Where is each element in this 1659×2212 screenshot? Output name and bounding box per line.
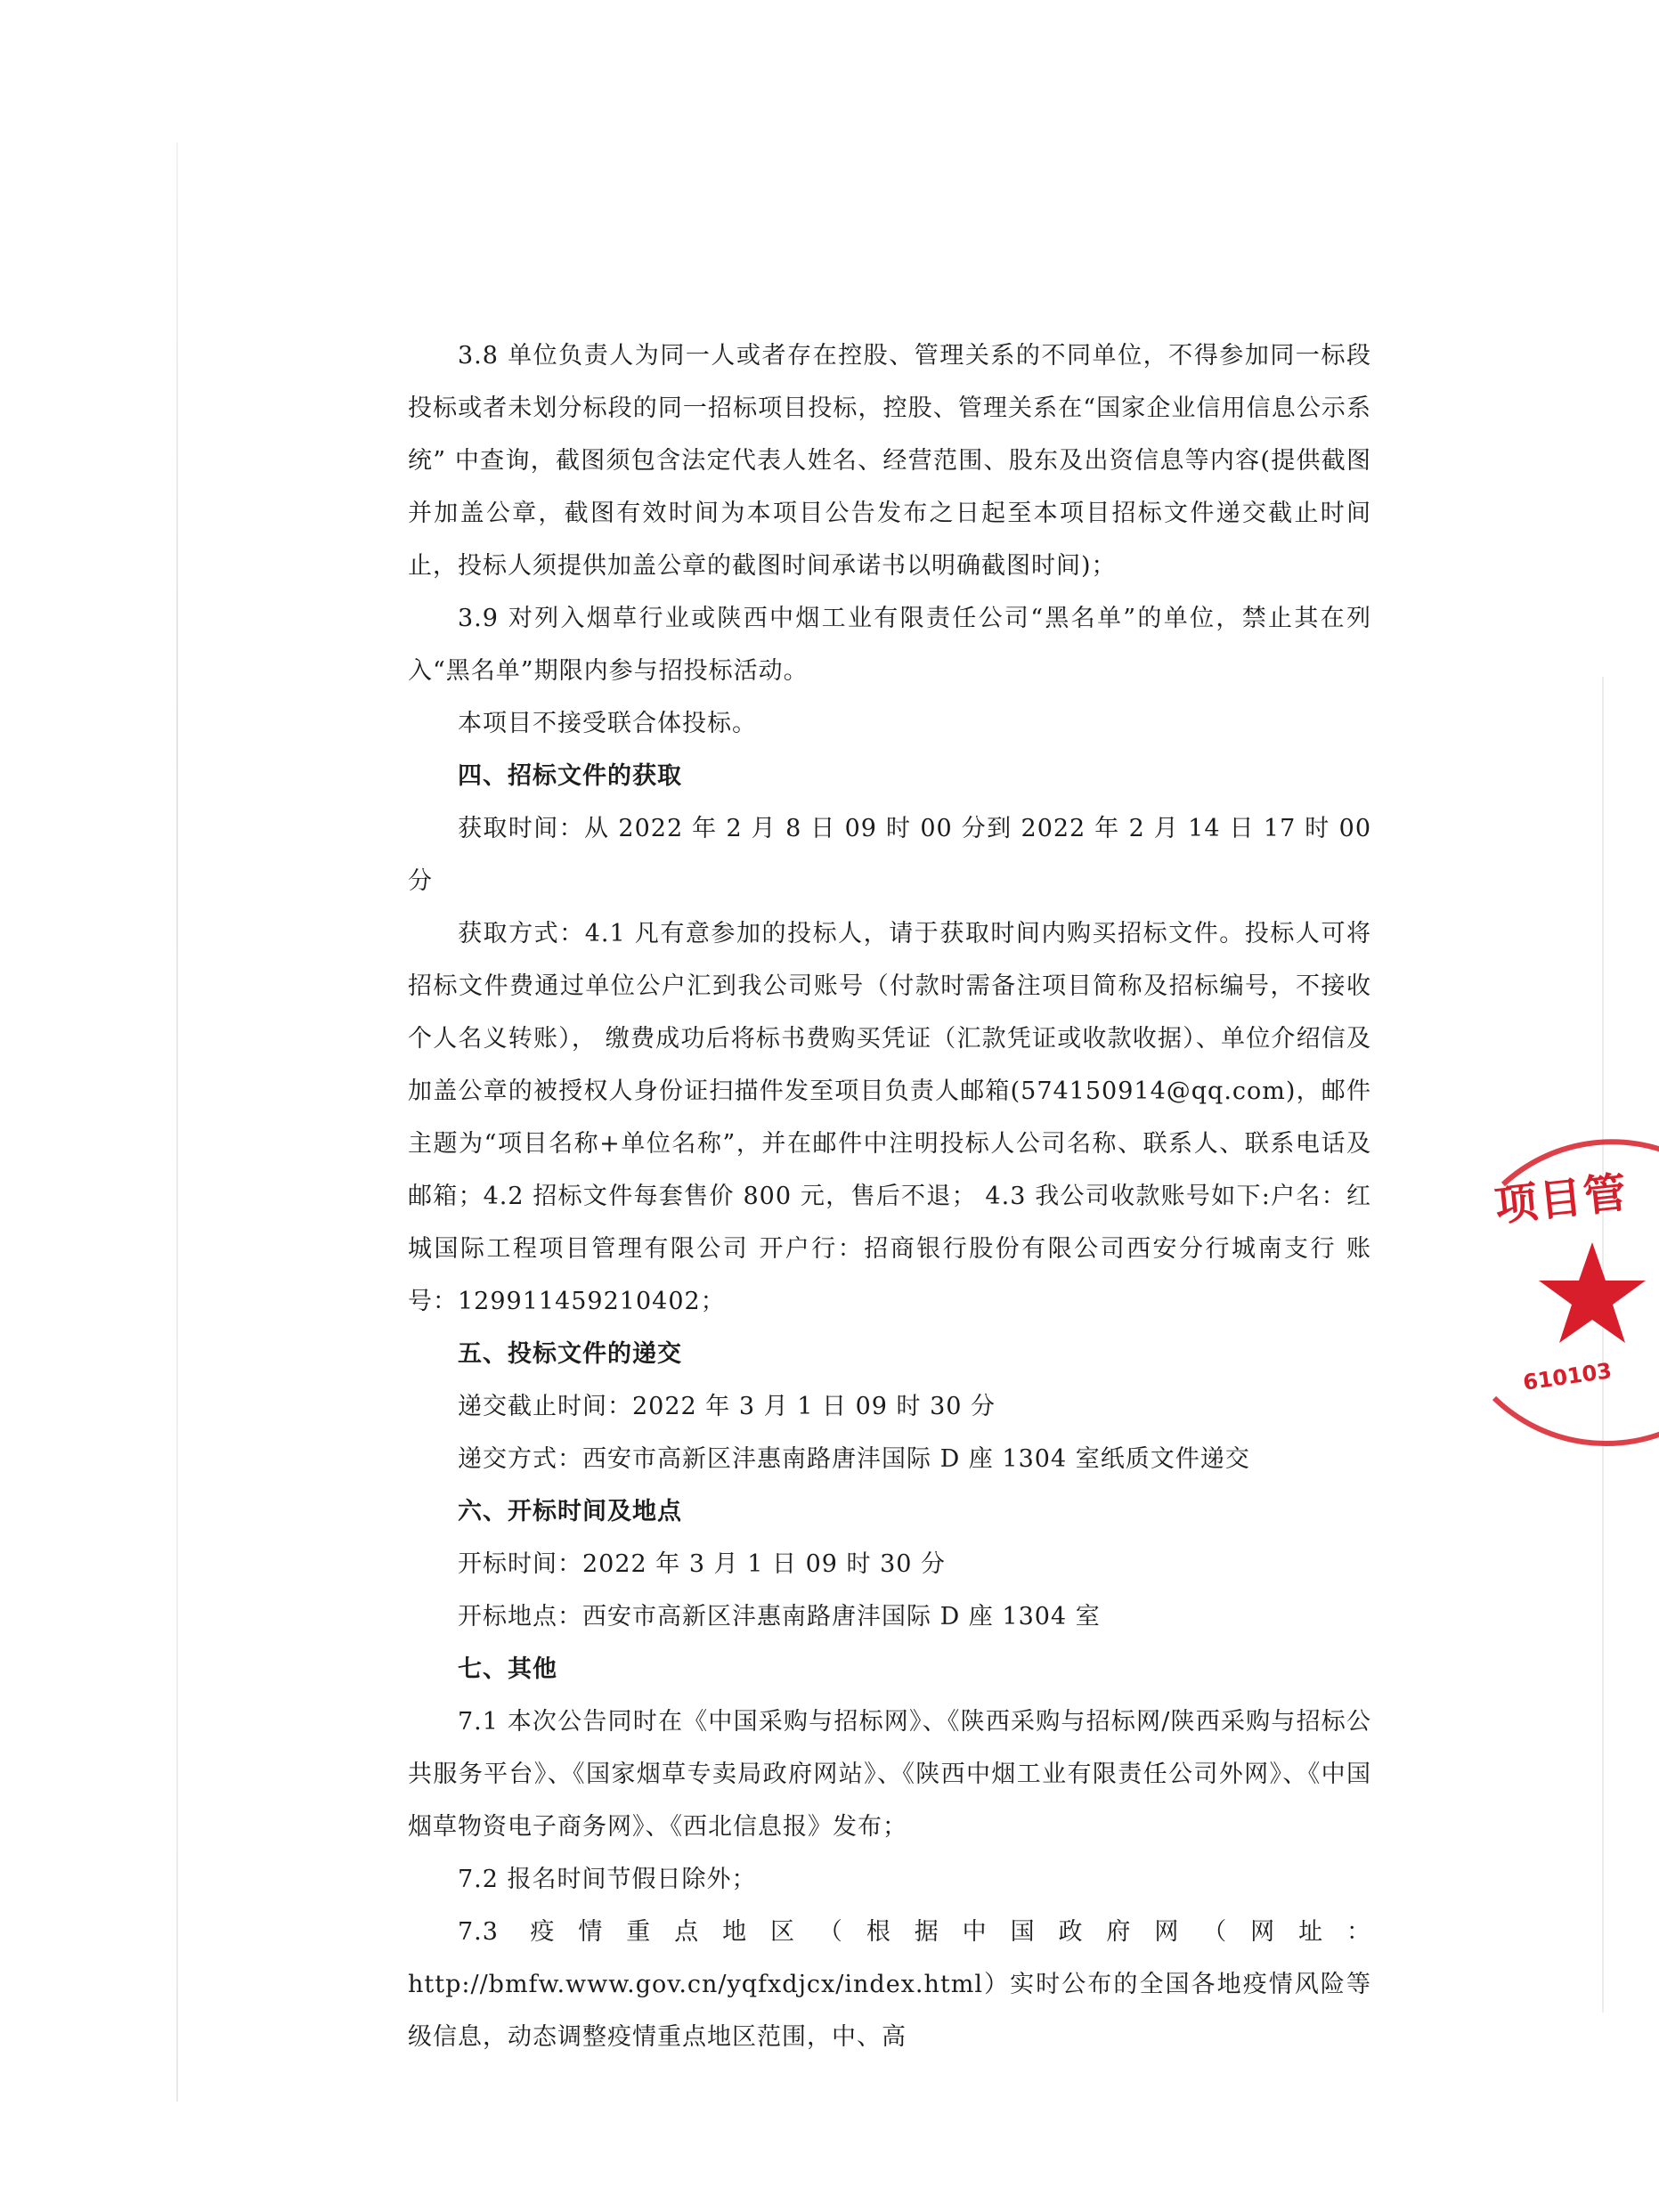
paragraph-no-consortium: 本项目不接受联合体投标。 — [458, 710, 757, 737]
seal-graphic — [1476, 1131, 1659, 1452]
seal-star-icon — [1539, 1242, 1646, 1343]
paragraph-7-3: 7.3 疫情重点地区（根据中国政府网（网址： http://bmfw.www.gov.cn/yqfxdjcx/index.html）实时公布的全国各地疫情风险等级信息，动态调整疫情重点地区范围，中、高 — [408, 1918, 1371, 2051]
paragraph-acquire-method: 获取方式：4.1 凡有意参加的投标人，请于获取时间内购买招标文件。投标人可将招标文件费通过单位公户汇到我公司账号（付款时需备注项目简称及招标编号，不接收个人名义转账）， 缴费成功后将标书费购买凭证（汇款凭证或收款收据）、单位介绍信及加盖公章的被授权人身份证扫描件发至项目负责人邮箱(574150914@qq.com)，邮件主题为“项目名称+单位名称”，并在邮件中注明投标人公司名称、联系人、联系电话及邮箱；4.2 招标文件每套售价 800 元，售后不退； 4.3 我公司收款账号如下:户名：红城国际工程项目管理有限公司 开户行：招商银行股份有限公司西安分行城南支行 账号：129911459210402； — [408, 920, 1371, 1315]
paragraph-submit-deadline: 递交截止时间：2022 年 3 月 1 日 09 时 30 分 — [458, 1393, 996, 1420]
scan-edge-right — [1602, 677, 1604, 2013]
paragraph-3-9: 3.9 对列入烟草行业或陕西中烟工业有限责任公司“黑名单”的单位，禁止其在列入“黑名单”期限内参与招投标活动。 — [408, 605, 1371, 685]
seal-top-text: 项目管 — [1492, 1167, 1631, 1232]
heading-section-7: 七、其他 — [458, 1655, 557, 1683]
heading-section-6: 六、开标时间及地点 — [458, 1498, 682, 1525]
paragraph-opening-place: 开标地点：西安市高新区沣惠南路唐沣国际 D 座 1304 室 — [458, 1603, 1101, 1631]
seal-number-text: 610103 — [1521, 1358, 1614, 1395]
paragraph-submit-method: 递交方式：西安市高新区沣惠南路唐沣国际 D 座 1304 室纸质文件递交 — [458, 1445, 1250, 1473]
heading-section-4: 四、招标文件的获取 — [458, 762, 682, 790]
company-seal — [1476, 1131, 1659, 1452]
paragraph-opening-time: 开标时间：2022 年 3 月 1 日 09 时 30 分 — [458, 1550, 947, 1578]
paragraph-7-1: 7.1 本次公告同时在《中国采购与招标网》、《陕西采购与招标网/陕西采购与招标公共服务平台》、《国家烟草专卖局政府网站》、《陕西中烟工业有限责任公司外网》、《中国烟草物资电子商务网》、《西北信息报》发布； — [408, 1708, 1371, 1841]
scan-edge-left — [176, 142, 178, 2102]
paragraph-7-2: 7.2 报名时间节假日除外； — [458, 1866, 757, 1893]
paragraph-acquire-time: 获取时间：从 2022 年 2 月 8 日 09 时 00 分到 2022 年 2 月 14 日 17 时 00 分 — [408, 815, 1371, 895]
document-body — [408, 329, 1371, 2063]
paragraph-3-8: 3.8 单位负责人为同一人或者存在控股、管理关系的不同单位，不得参加同一标段投标或者未划分标段的同一招标项目投标，控股、管理关系在“国家企业信用信息公示系统” 中查询，截图须包含法定代表人姓名、经营范围、股东及出资信息等内容(提供截图并加盖公章，截图有效时间为本项目公告发布之日起至本项目招标文件递交截止时间止，投标人须提供加盖公章的截图时间承诺书以明确截图时间)； — [408, 342, 1371, 580]
heading-section-5: 五、投标文件的递交 — [458, 1340, 682, 1368]
